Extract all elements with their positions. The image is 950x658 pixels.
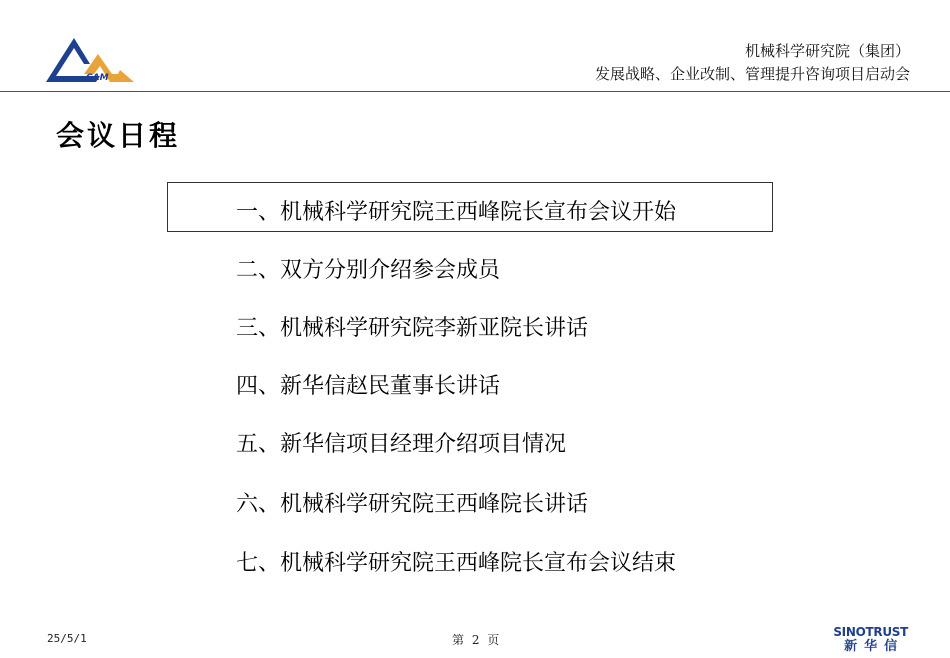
event-title: 发展战略、企业改制、管理提升咨询项目启动会 xyxy=(594,65,910,83)
agenda-item-2: 二、双方分别介绍参会成员 xyxy=(236,258,501,283)
agenda-item-4: 四、新华信赵民董事长讲话 xyxy=(236,374,501,399)
agenda-item-6: 六、机械科学研究院王西峰院长讲话 xyxy=(236,492,589,517)
brand-name-cn: 新华信 xyxy=(844,639,905,654)
agenda-item-1: 一、机械科学研究院王西峰院长宣布会议开始 xyxy=(236,200,677,225)
agenda-item-7: 七、机械科学研究院王西峰院长宣布会议结束 xyxy=(236,551,677,576)
brand-name-en: SINOTRUST xyxy=(833,625,908,639)
header-divider xyxy=(0,91,950,92)
agenda-item-5: 五、新华信项目经理介绍项目情况 xyxy=(236,432,567,457)
header-title xyxy=(595,40,910,86)
logo-text: CAM xyxy=(86,73,109,83)
agenda-item-3: 三、机械科学研究院李新亚院长讲话 xyxy=(236,316,589,341)
sinotrust-logo xyxy=(833,626,908,654)
page-number: 第 2 页 xyxy=(452,633,500,647)
footer-date: 25/5/1 xyxy=(47,632,87,645)
org-title: 机械科学研究院（集团） xyxy=(744,42,910,60)
cam-logo xyxy=(40,34,140,86)
page-title: 会议日程 xyxy=(56,119,181,152)
